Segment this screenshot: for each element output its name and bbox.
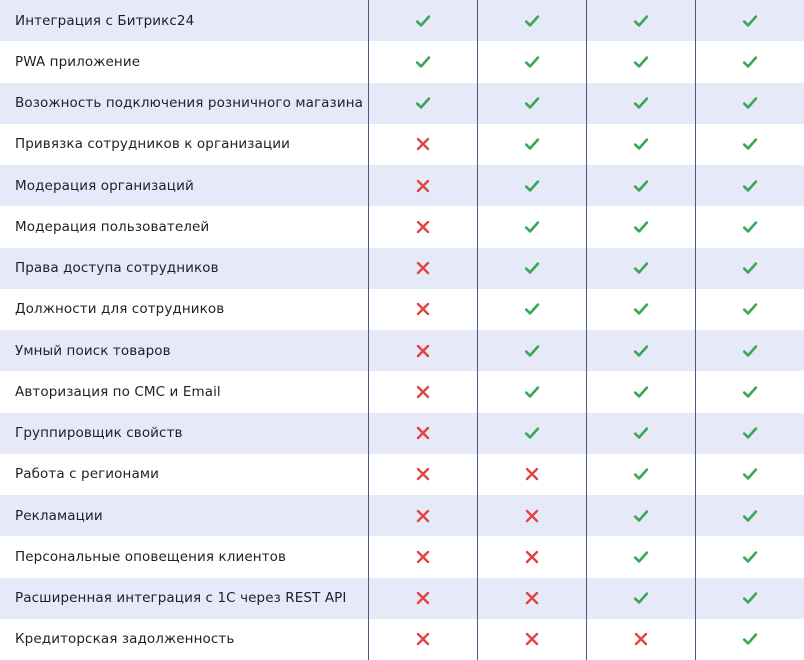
check-icon <box>524 136 540 152</box>
cross-icon <box>415 260 431 276</box>
check-icon <box>633 590 649 606</box>
plan-cell-3 <box>586 41 695 82</box>
cross-icon <box>415 508 431 524</box>
check-icon <box>633 425 649 441</box>
table-row <box>0 495 804 536</box>
check-icon <box>742 54 758 70</box>
plan-cell-2 <box>477 619 586 660</box>
check-icon <box>633 384 649 400</box>
check-icon <box>633 95 649 111</box>
check-icon <box>633 260 649 276</box>
plan-cell-1 <box>368 578 477 619</box>
feature-label: PWA приложение <box>15 53 141 70</box>
plan-cell-1 <box>368 248 477 289</box>
feature-label: Расширенная интеграция с 1С через REST API <box>15 590 347 607</box>
plan-cell-2 <box>477 165 586 206</box>
table-row <box>0 371 804 412</box>
plan-cell-2 <box>477 83 586 124</box>
plan-cell-4 <box>695 413 804 454</box>
check-icon <box>633 178 649 194</box>
plan-cell-3 <box>586 289 695 330</box>
plan-cell-2 <box>477 248 586 289</box>
plan-cell-3 <box>586 578 695 619</box>
check-icon <box>524 54 540 70</box>
plan-cell-4 <box>695 330 804 371</box>
plan-cell-4 <box>695 206 804 247</box>
check-icon <box>742 549 758 565</box>
plan-cell-1 <box>368 165 477 206</box>
plan-cell-1 <box>368 0 477 41</box>
feature-label: Модерация организаций <box>15 177 194 194</box>
plan-cell-2 <box>477 454 586 495</box>
plan-cell-3 <box>586 165 695 206</box>
plan-cell-3 <box>586 330 695 371</box>
check-icon <box>524 343 540 359</box>
check-icon <box>524 219 540 235</box>
feature-label: Привязка сотрудников к организации <box>15 136 290 153</box>
plan-cell-4 <box>695 41 804 82</box>
check-icon <box>633 219 649 235</box>
plan-cell-1 <box>368 41 477 82</box>
plan-cell-1 <box>368 206 477 247</box>
plan-cell-3 <box>586 83 695 124</box>
plan-cell-2 <box>477 495 586 536</box>
plan-cell-2 <box>477 206 586 247</box>
plan-cell-3 <box>586 454 695 495</box>
cross-icon <box>524 508 540 524</box>
plan-cell-1 <box>368 536 477 577</box>
cross-icon <box>524 549 540 565</box>
plan-cell-2 <box>477 330 586 371</box>
feature-label: Возожность подключения розничного магазина <box>15 95 363 112</box>
plan-cell-2 <box>477 0 586 41</box>
table-row <box>0 289 804 330</box>
check-icon <box>742 301 758 317</box>
check-icon <box>633 343 649 359</box>
table-row <box>0 330 804 371</box>
feature-label: Умный поиск товаров <box>15 342 171 359</box>
plan-cell-3 <box>586 371 695 412</box>
plan-cell-4 <box>695 165 804 206</box>
plan-cell-1 <box>368 371 477 412</box>
plan-cell-3 <box>586 124 695 165</box>
check-icon <box>742 590 758 606</box>
feature-label: Должности для сотрудников <box>15 301 225 318</box>
cross-icon <box>524 466 540 482</box>
check-icon <box>742 219 758 235</box>
plan-cell-1 <box>368 289 477 330</box>
plan-cell-2 <box>477 124 586 165</box>
check-icon <box>742 13 758 29</box>
check-icon <box>742 260 758 276</box>
cross-icon <box>524 590 540 606</box>
table-row <box>0 536 804 577</box>
plan-cell-2 <box>477 41 586 82</box>
feature-label: Персональные оповещения клиентов <box>15 548 287 565</box>
cross-icon <box>415 178 431 194</box>
plan-cell-1 <box>368 330 477 371</box>
check-icon <box>415 13 431 29</box>
plan-cell-3 <box>586 206 695 247</box>
plan-cell-4 <box>695 495 804 536</box>
plan-cell-4 <box>695 0 804 41</box>
check-icon <box>524 260 540 276</box>
check-icon <box>633 549 649 565</box>
table-row <box>0 248 804 289</box>
cross-icon <box>415 343 431 359</box>
plan-cell-2 <box>477 578 586 619</box>
check-icon <box>742 466 758 482</box>
check-icon <box>633 13 649 29</box>
check-icon <box>524 178 540 194</box>
check-icon <box>633 466 649 482</box>
feature-label: Модерация пользователей <box>15 218 210 235</box>
table-row <box>0 83 804 124</box>
feature-label: Кредиторская задолженность <box>15 631 235 648</box>
check-icon <box>524 301 540 317</box>
cross-icon <box>633 631 649 647</box>
feature-label: Работа с регионами <box>15 466 159 483</box>
plan-cell-3 <box>586 248 695 289</box>
plan-cell-2 <box>477 289 586 330</box>
table-row <box>0 619 804 660</box>
check-icon <box>742 136 758 152</box>
table-row <box>0 41 804 82</box>
check-icon <box>742 425 758 441</box>
plan-cell-1 <box>368 413 477 454</box>
check-icon <box>633 54 649 70</box>
check-icon <box>742 508 758 524</box>
check-icon <box>415 54 431 70</box>
plan-cell-2 <box>477 536 586 577</box>
cross-icon <box>415 219 431 235</box>
plan-cell-3 <box>586 495 695 536</box>
cross-icon <box>415 425 431 441</box>
feature-label: Авторизация по СМС и Email <box>15 383 221 400</box>
plan-cell-4 <box>695 454 804 495</box>
column-divider <box>477 0 478 660</box>
plan-cell-3 <box>586 413 695 454</box>
check-icon <box>742 343 758 359</box>
cross-icon <box>415 549 431 565</box>
check-icon <box>742 384 758 400</box>
plan-cell-3 <box>586 536 695 577</box>
cross-icon <box>524 631 540 647</box>
cross-icon <box>415 466 431 482</box>
cross-icon <box>415 136 431 152</box>
plan-cell-4 <box>695 619 804 660</box>
plan-cell-4 <box>695 536 804 577</box>
table-row <box>0 413 804 454</box>
feature-label: Рекламации <box>15 507 103 524</box>
plan-cell-2 <box>477 371 586 412</box>
plan-cell-3 <box>586 619 695 660</box>
column-divider <box>695 0 696 660</box>
check-icon <box>524 13 540 29</box>
check-icon <box>415 95 431 111</box>
plan-cell-1 <box>368 495 477 536</box>
plan-cell-1 <box>368 454 477 495</box>
plan-cell-3 <box>586 0 695 41</box>
check-icon <box>633 136 649 152</box>
check-icon <box>742 631 758 647</box>
table-row <box>0 165 804 206</box>
check-icon <box>524 95 540 111</box>
cross-icon <box>415 301 431 317</box>
check-icon <box>742 95 758 111</box>
plan-cell-1 <box>368 619 477 660</box>
check-icon <box>524 425 540 441</box>
table-row <box>0 578 804 619</box>
table-row <box>0 454 804 495</box>
check-icon <box>633 508 649 524</box>
table-row <box>0 206 804 247</box>
plan-cell-4 <box>695 289 804 330</box>
check-icon <box>524 384 540 400</box>
plan-cell-1 <box>368 83 477 124</box>
plan-cell-4 <box>695 124 804 165</box>
column-divider <box>586 0 587 660</box>
plan-cell-4 <box>695 83 804 124</box>
cross-icon <box>415 631 431 647</box>
plan-cell-4 <box>695 578 804 619</box>
plan-cell-1 <box>368 124 477 165</box>
feature-label: Группировщик свойств <box>15 425 183 442</box>
plan-cell-4 <box>695 248 804 289</box>
check-icon <box>633 301 649 317</box>
feature-label: Интеграция с Битрикс24 <box>15 12 195 29</box>
cross-icon <box>415 384 431 400</box>
table-row <box>0 0 804 41</box>
table-row <box>0 124 804 165</box>
cross-icon <box>415 590 431 606</box>
plan-cell-2 <box>477 413 586 454</box>
check-icon <box>742 178 758 194</box>
plan-cell-4 <box>695 371 804 412</box>
feature-label: Права доступа сотрудников <box>15 260 219 277</box>
column-divider <box>368 0 369 660</box>
